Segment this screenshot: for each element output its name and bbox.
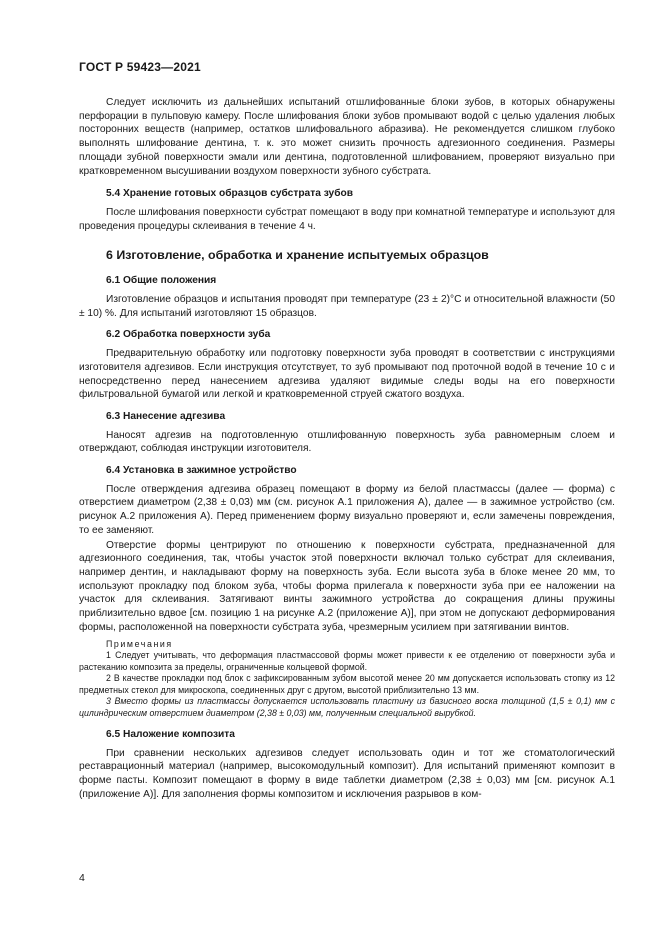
section-6-1-text: Изготовление образцов и испытания проводят при температуре (23 ± 2)°С и относительной влажности (50 ± 10) %. Для испытаний изготовляют 15 образцов. [79,294,615,319]
section-6-4-text-1: После отверждения адгезива образец помещают в форму из белой пластмассы (далее — форма) с отверстием диаметром (2,38 ± 0,03) мм (см. рисунок А.1 приложения А), далее — в зажимное устройство (см. рисунок А.2 приложения А). Перед применением форму визуально проверяют и, если замечены повреждения, то ее заменяют. [79,483,615,536]
section-5-4-text: После шлифования поверхности субстрат помещают в воду при комнатной температуре и используют для проведения процедуры склеивания в течение 4 ч. [79,206,615,232]
document-header: ГОСТ Р 59423—2021 [79,60,201,74]
section-6-title: 6 Изготовление, обработка и хранение испытуемых образцов [106,248,489,263]
note-2: 2 В качестве прокладки под блок с зафиксированным зубом высотой менее 20 мм допускается использовать стопку из 12 предметных стекол для микроскопа, соединенных друг с другом, высотой приблизительно 13 мм. [79,673,615,695]
section-6-5-title: 6.5 Наложение композита [106,729,235,740]
section-5-4-title: 5.4 Хранение готовых образцов субстрата зубов [106,188,353,200]
paragraph-grinding: Следует исключить из дальнейших испытаний отшлифованные блоки зубов, в которых обнаружены перфорации в пульповую камеру. После шлифования блоки зубов промывают водой с целью удаления любых посторонних веществ (например, остатков шлифовального абразива). Не рекомендуется слишком глубоко выполнять шлифование дентина, т. к. это может снизить прочность адгезионного соединения. Размеры площади зубной поверхности эмали или дентина, подготовленной шлифованием, проверяют визуально при кратковременном высушивании воздухом поверхности зубного субстрата. [79,97,615,177]
section-6-1-title: 6.1 Общие положения [106,275,217,287]
section-6-2-title: 6.2 Обработка поверхности зуба [106,329,271,341]
note-3: 3 Вместо формы из пластмассы допускается использовать пластину из базисного воска толщиной (1,5 ± 0,1) мм с цилиндрическим отверстием диаметром (2,38 ± 0,03) мм, полученным специальной вырубкой. [79,696,615,718]
note-1: 1 Следует учитывать, что деформация пластмассовой формы может привести к ее отделению от поверхности зуба и растеканию композита за пределы, ограниченные кольцевой формой. [79,650,615,672]
section-6-2-text: Предварительную обработку или подготовку поверхности зуба проводят в соответствии с инструкциями изготовителя адгезивов. Если инструкция отсутствует, то зуб промывают под проточной водой в течение 10 с и непосредственно перед нанесением адгезива удаляют видимые следы воды на его поверхности фильтровальной бумагой или легкой и кратковременной струей сжатого воздуха. [79,348,615,401]
section-6-3-text: Наносят адгезив на подготовленную отшлифованную поверхность зуба равномерным слоем и отверждают, соблюдая инструкции изготовителя. [79,429,615,455]
page-number: 4 [79,872,85,884]
section-6-4-text-2: Отверстие формы центрируют по отношению к поверхности субстрата, предназначенной для адгезионного соединения, так, чтобы участок этой поверхности включал только субстрат для склеивания, например дентин, и накладывают форму на поверхность зуба. Если высота зуба в блоке менее 20 мм, то используют прокладку под блоком зуба, чтобы форма прилегала к поверхности зуба при ее наложении на участок для склеивания. Затягивают винты зажимного устройства до сокращения длины пружины приблизительно вдвое [см. позицию 1 на рисунке А.2 (приложение А)], при этом не допускают деформирования формы, расположенной на поверхности субстрата зуба, чрезмерным усилием при затягивании винтов. [79,539,615,633]
section-6-4-title: 6.4 Установка в зажимное устройство [106,465,297,477]
section-6-5-text: При сравнении нескольких адгезивов следует использовать один и тот же стоматологический реставрационный материал (например, высокомодульный композит). Для испытаний применяют композит в форме пасты. Композит помещают в форму в виде таблетки диаметром (2,38 ± 0,03) мм [см. рисунок А.1 (приложение А)]. Для заполнения формы композитом и исключения разрывов в ком- [79,747,615,800]
page-content [79,96,615,802]
section-6-3-title: 6.3 Нанесение адгезива [106,410,226,422]
notes-label: Примечания [106,638,173,649]
